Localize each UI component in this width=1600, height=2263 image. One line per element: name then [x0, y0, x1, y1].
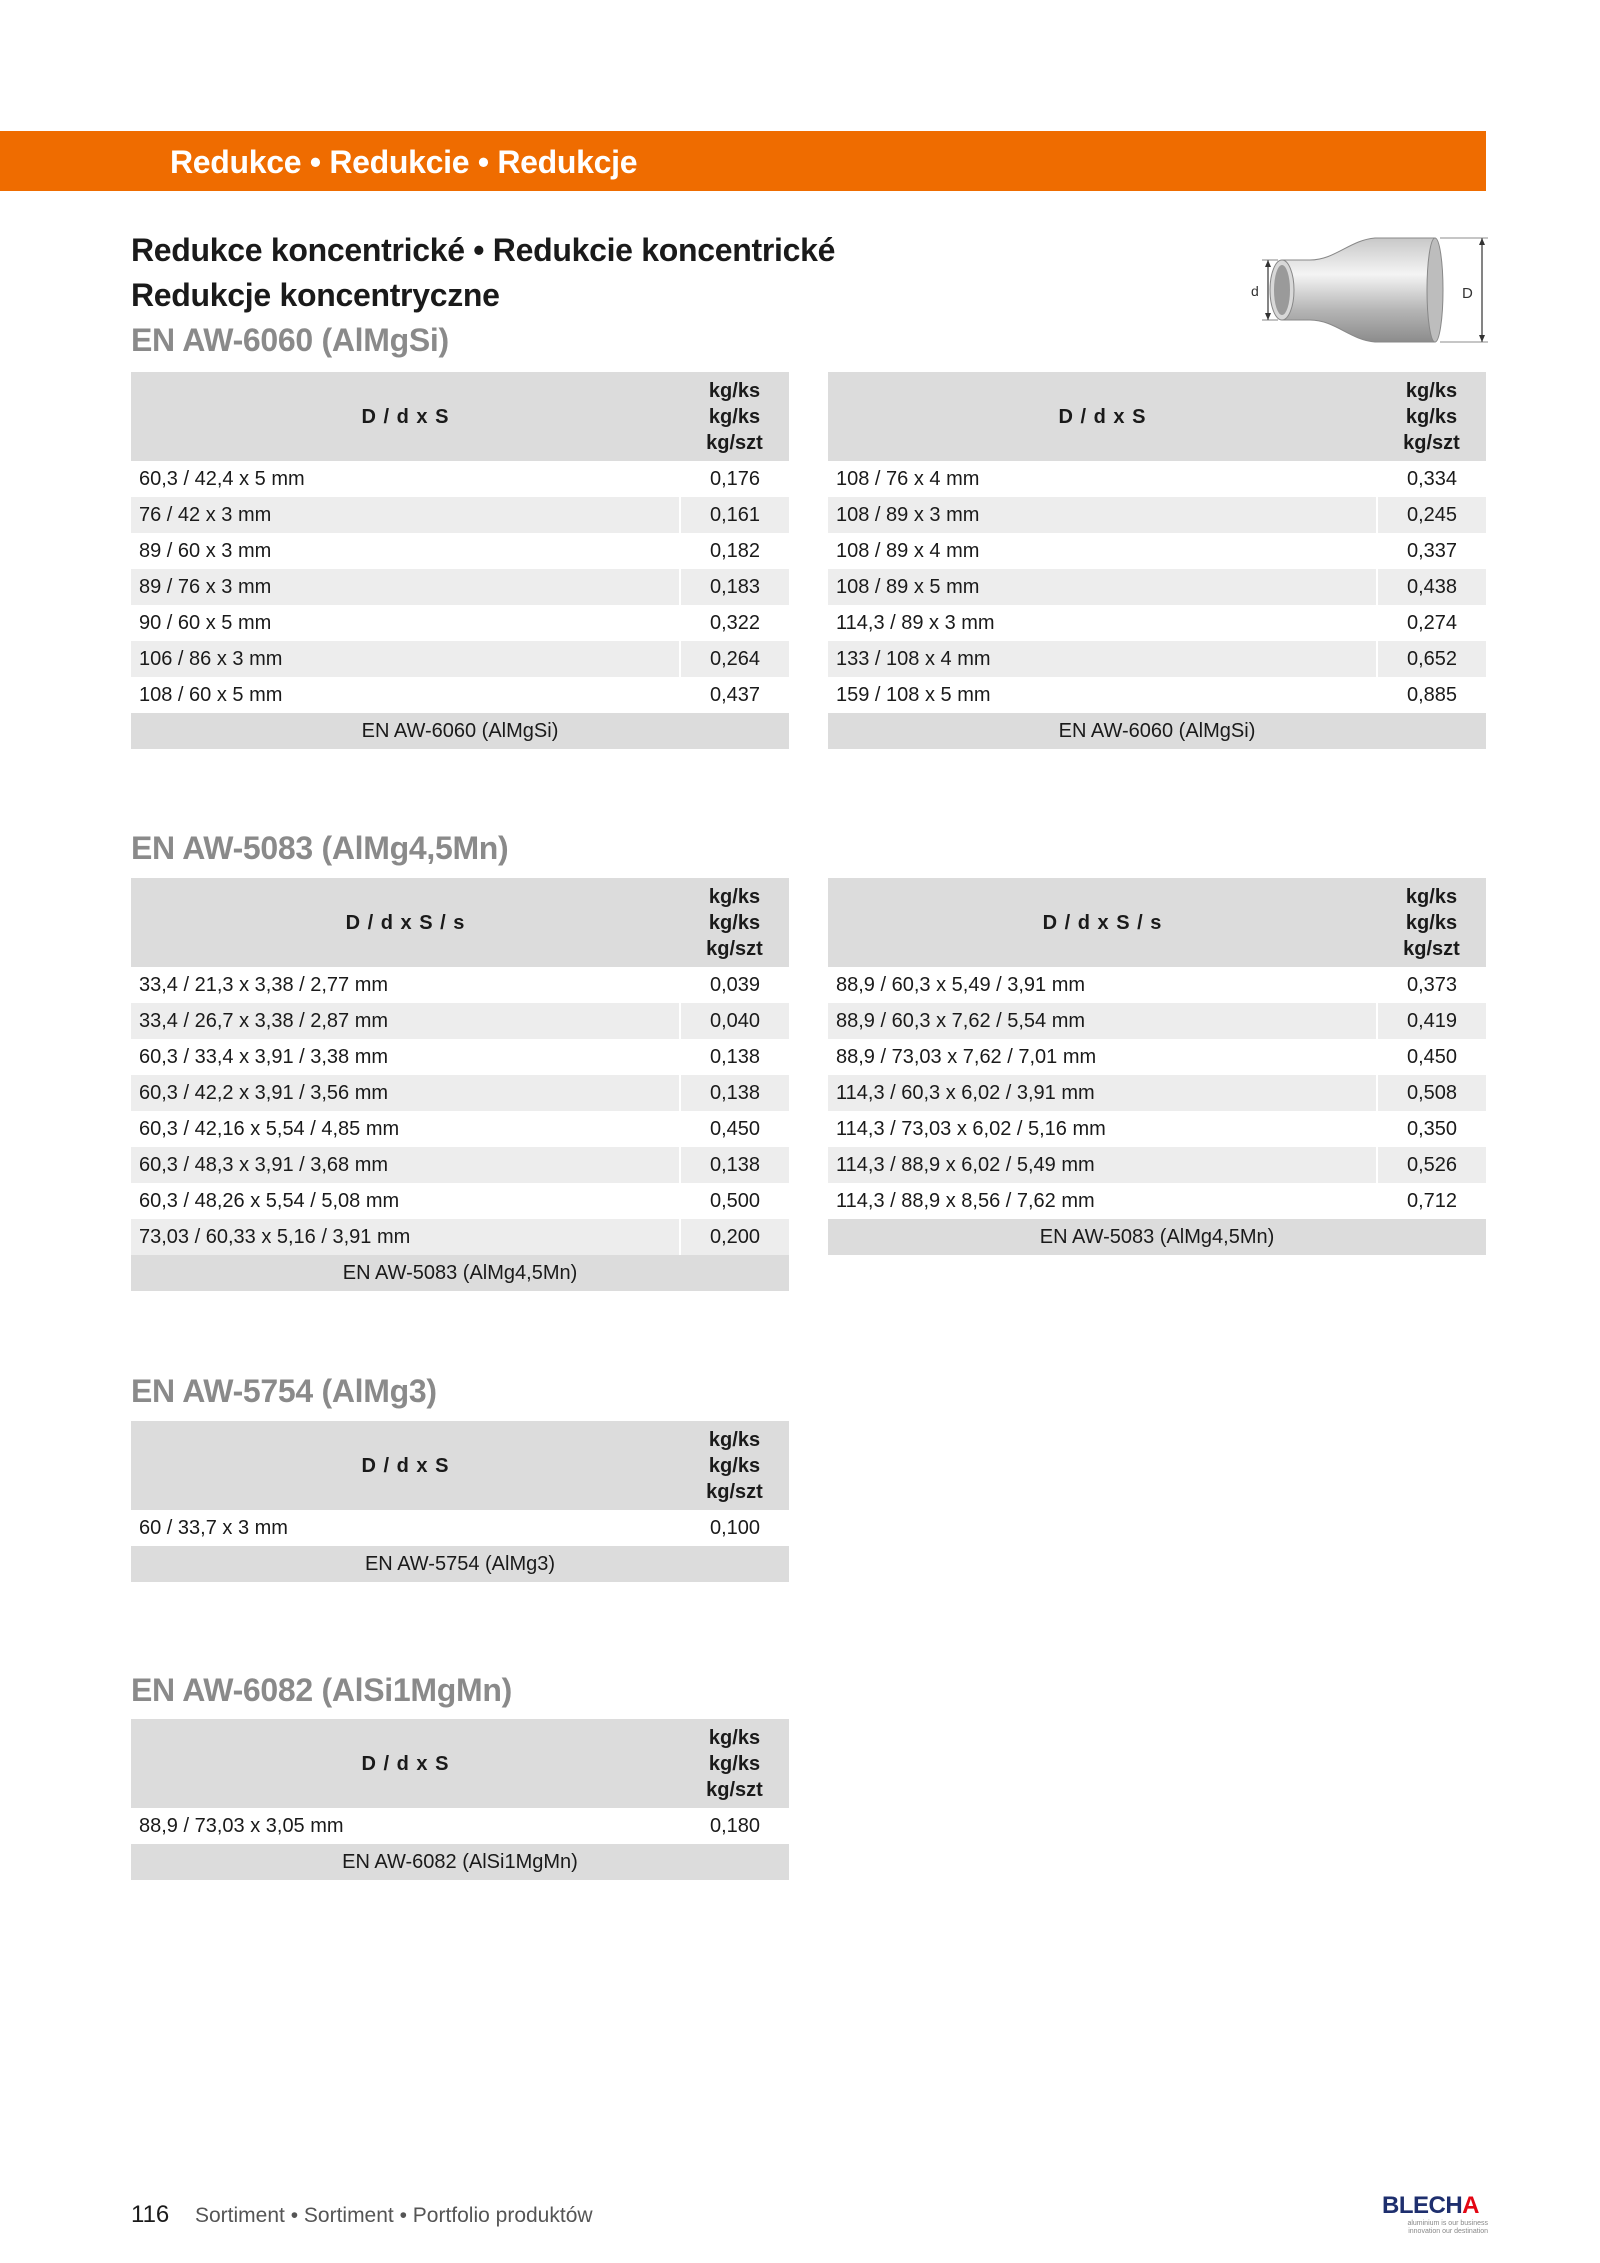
- table-6082: [131, 1719, 789, 1880]
- product-title-line1: Redukce koncentrické • Redukcie koncentrické: [131, 232, 836, 268]
- table-footer: EN AW-6060 (AlMgSi): [828, 713, 1486, 749]
- dimension-d-label: d: [1251, 283, 1259, 299]
- column-header-dimensions: D / d x S / s: [131, 878, 680, 967]
- footer-caption: Sortiment • Sortiment • Portfolio produktów: [195, 2204, 593, 2227]
- table-row: 60 / 33,7 x 3 mm 0,100: [131, 1510, 789, 1546]
- table-row: 108 / 60 x 5 mm 0,437: [131, 677, 789, 713]
- table-row: 33,4 / 26,7 x 3,38 / 2,87 mm 0,040: [131, 1003, 789, 1039]
- table-6060-right: [828, 372, 1486, 749]
- table-row: 159 / 108 x 5 mm 0,885: [828, 677, 1486, 713]
- table-5083-left: [131, 878, 789, 1291]
- table-row: 114,3 / 60,3 x 6,02 / 3,91 mm 0,508: [828, 1075, 1486, 1111]
- column-header-dimensions: D / d x S / s: [828, 878, 1377, 967]
- material-heading-6060: EN AW-6060 (AlMgSi): [131, 322, 449, 358]
- table-footer: EN AW-6060 (AlMgSi): [131, 713, 789, 749]
- material-heading-5754: EN AW-5754 (AlMg3): [131, 1373, 437, 1409]
- table-row: 108 / 76 x 4 mm 0,334: [828, 461, 1486, 497]
- column-header-weight: kg/ks kg/ks kg/szt: [680, 372, 789, 461]
- column-header-weight: kg/ks kg/ks kg/szt: [680, 1719, 789, 1808]
- table-row: 60,3 / 42,2 x 3,91 / 3,56 mm 0,138: [131, 1075, 789, 1111]
- table-row: 108 / 89 x 4 mm 0,337: [828, 533, 1486, 569]
- table-row: 76 / 42 x 3 mm 0,161: [131, 497, 789, 533]
- table-footer: EN AW-6082 (AlSi1MgMn): [131, 1844, 789, 1880]
- table-footer: EN AW-5083 (AlMg4,5Mn): [828, 1219, 1486, 1255]
- table-row: 133 / 108 x 4 mm 0,652: [828, 641, 1486, 677]
- dimension-D-label: D: [1462, 285, 1473, 302]
- material-heading-5083: EN AW-5083 (AlMg4,5Mn): [131, 830, 509, 866]
- column-header-weight: kg/ks kg/ks kg/szt: [680, 1421, 789, 1510]
- table-row: 60,3 / 42,4 x 5 mm 0,176: [131, 461, 789, 497]
- column-header-weight: kg/ks kg/ks kg/szt: [1377, 372, 1486, 461]
- table-row: 60,3 / 42,16 x 5,54 / 4,85 mm 0,450: [131, 1111, 789, 1147]
- table-row: 33,4 / 21,3 x 3,38 / 2,77 mm 0,039: [131, 967, 789, 1003]
- column-header-dimensions: D / d x S: [131, 1421, 680, 1510]
- column-header-weight: kg/ks kg/ks kg/szt: [680, 878, 789, 967]
- table-row: 108 / 89 x 3 mm 0,245: [828, 497, 1486, 533]
- table-row: 108 / 89 x 5 mm 0,438: [828, 569, 1486, 605]
- product-title-line2: Redukcje koncentryczne: [131, 277, 500, 313]
- table-row: 114,3 / 73,03 x 6,02 / 5,16 mm 0,350: [828, 1111, 1486, 1147]
- column-header-dimensions: D / d x S: [828, 372, 1377, 461]
- table-row: 73,03 / 60,33 x 5,16 / 3,91 mm 0,200: [131, 1219, 789, 1255]
- table-row: 89 / 76 x 3 mm 0,183: [131, 569, 789, 605]
- table-6060-left: [131, 372, 789, 749]
- column-header-weight: kg/ks kg/ks kg/szt: [1377, 878, 1486, 967]
- table-row: 89 / 60 x 3 mm 0,182: [131, 533, 789, 569]
- logo-accent: A: [1462, 2192, 1480, 2219]
- table-row: 60,3 / 48,26 x 5,54 / 5,08 mm 0,500: [131, 1183, 789, 1219]
- table-row: 90 / 60 x 5 mm 0,322: [131, 605, 789, 641]
- table-row: 88,9 / 73,03 x 3,05 mm 0,180: [131, 1808, 789, 1844]
- table-row: 60,3 / 48,3 x 3,91 / 3,68 mm 0,138: [131, 1147, 789, 1183]
- banner-title: Redukce • Redukcie • Redukcje: [170, 144, 638, 180]
- page-number: 116: [131, 2201, 170, 2228]
- column-header-dimensions: D / d x S: [131, 372, 680, 461]
- column-header-dimensions: D / d x S: [131, 1719, 680, 1808]
- table-row: 106 / 86 x 3 mm 0,264: [131, 641, 789, 677]
- material-heading-6082: EN AW-6082 (AlSi1MgMn): [131, 1672, 512, 1708]
- table-row: 88,9 / 60,3 x 7,62 / 5,54 mm 0,419: [828, 1003, 1486, 1039]
- table-row: 60,3 / 33,4 x 3,91 / 3,38 mm 0,138: [131, 1039, 789, 1075]
- reducer-illustration: [1240, 230, 1490, 360]
- table-footer: EN AW-5083 (AlMg4,5Mn): [131, 1255, 789, 1291]
- table-row: 114,3 / 89 x 3 mm 0,274: [828, 605, 1486, 641]
- table-row: 88,9 / 73,03 x 7,62 / 7,01 mm 0,450: [828, 1039, 1486, 1075]
- brand-logo: [1382, 2192, 1486, 2240]
- table-row: 88,9 / 60,3 x 5,49 / 3,91 mm 0,373: [828, 967, 1486, 1003]
- table-row: 114,3 / 88,9 x 8,56 / 7,62 mm 0,712: [828, 1183, 1486, 1219]
- table-5754: [131, 1421, 789, 1582]
- table-5083-right: [828, 878, 1486, 1255]
- logo-word: BLECH: [1382, 2192, 1463, 2219]
- table-row: 114,3 / 88,9 x 6,02 / 5,49 mm 0,526: [828, 1147, 1486, 1183]
- table-footer: EN AW-5754 (AlMg3): [131, 1546, 789, 1582]
- logo-tagline: aluminium is our business innovation our destination: [1407, 2220, 1488, 2235]
